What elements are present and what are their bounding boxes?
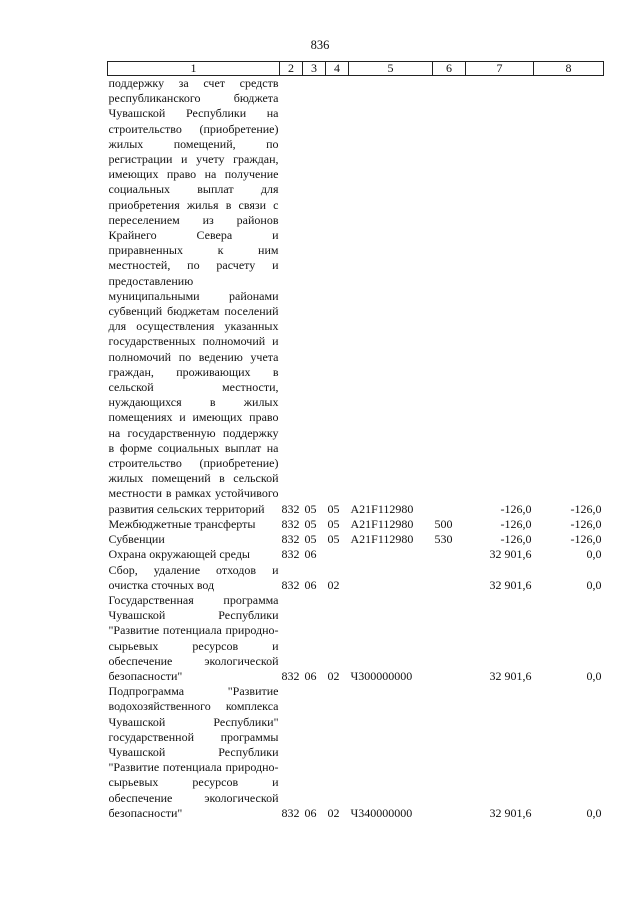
ministry-code: 832 [281,516,300,531]
target-code: А21F112980 [350,501,414,516]
table-row [108,684,604,821]
target-code [349,547,433,562]
section-code: 06 [304,668,317,683]
row-name: Межбюджетные трансферты [108,516,256,531]
subsection-code [326,547,349,562]
amount-1: -126,0 [500,532,532,547]
amount-1: -126,0 [500,501,532,516]
table-row [108,563,604,593]
section-code: 06 [304,577,317,592]
table-row [108,532,604,547]
amount-2: -126,0 [570,516,602,531]
subsection-code: 05 [327,532,340,547]
table-row [108,76,604,517]
ministry-code: 832 [281,668,300,683]
target-code: А21F112980 [350,532,414,547]
amount-1: 32 901,6 [489,668,532,683]
amount-1: 32 901,6 [489,577,532,592]
amount-2: -126,0 [570,501,602,516]
table-row [108,517,604,532]
row-name: Подпрограмма "Развитие водохозяйственного комплекса Чувашской Республики" государственной программы Чувашской Республики "Развитие потенциала природно-сырьевых ресурсов и обеспечение экологической безопасности" [108,684,279,820]
ministry-code: 832 [281,532,300,547]
target-code: А21F112980 [350,516,414,531]
section-code: 05 [304,532,317,547]
subsection-code: 05 [327,516,340,531]
amount-1: -126,0 [500,516,532,531]
column-header: 4 [326,62,349,76]
budget-table [107,61,604,821]
column-header: 7 [466,62,534,76]
amount-2: 0,0 [586,805,602,820]
column-header: 3 [303,62,326,76]
table-header-row [108,62,604,76]
section-code: 05 [304,516,317,531]
kind-code: 530 [434,532,453,547]
subsection-code: 02 [327,577,340,592]
kind-code [433,593,466,684]
column-header: 8 [534,62,604,76]
section-code: 06 [304,805,317,820]
kind-code [433,563,466,593]
column-header: 6 [433,62,466,76]
kind-code [433,547,466,562]
kind-code [433,76,466,517]
row-name: Охрана окружающей среды [108,547,250,562]
ministry-code: 832 [281,805,300,820]
kind-code: 500 [434,516,453,531]
row-name: Государственная программа Чувашской Республики "Развитие потенциала природно-сырьевых ресурсов и обеспечение экологической безопасности" [108,592,279,683]
subsection-code: 02 [327,805,340,820]
amount-1: 32 901,6 [489,805,532,820]
row-name: поддержку за счет средств республиканского бюджета Чувашской Республики на строительство (приобретение) жилых помещений, по регистрации и учету граждан, имеющих право на получение социальных выплат для приобретения жилья в связи с переселением из районов Крайнего Севера и приравненных к ним местностей, по расчету и предоставлению муниципальными районами субвенций бюджетам поселений для осуществления указанных государственных полномочий и полномочий по ведению учета граждан, проживающих в сельской местности, нуждающихся в жилых помещениях и имеющих право на государственную поддержку в форме социальных выплат на строительство (приобретение) жилых помещений в сельской местности в рамках устойчивого развития сельских территорий [108,76,279,516]
target-code: Ч300000000 [350,668,413,683]
row-name: Сбор, удаление отходов и очистка сточных вод [108,562,279,592]
ministry-code: 832 [281,577,300,592]
target-code [349,563,433,593]
column-header: 2 [280,62,303,76]
kind-code [433,684,466,821]
amount-2: 0,0 [586,577,602,592]
amount-2: 0,0 [586,547,602,562]
ministry-code: 832 [281,501,300,516]
ministry-code: 832 [281,547,300,562]
subsection-code: 05 [327,501,340,516]
amount-2: -126,0 [570,532,602,547]
section-code: 06 [304,547,317,562]
subsection-code: 02 [327,668,340,683]
amount-2: 0,0 [586,668,602,683]
table-row [108,593,604,684]
column-header: 1 [108,62,280,76]
amount-1: 32 901,6 [489,547,532,562]
page-number: 836 [310,38,330,52]
table-row [108,547,604,562]
column-header: 5 [349,62,433,76]
section-code: 05 [304,501,317,516]
target-code: Ч340000000 [350,805,413,820]
row-name: Субвенции [108,532,165,547]
